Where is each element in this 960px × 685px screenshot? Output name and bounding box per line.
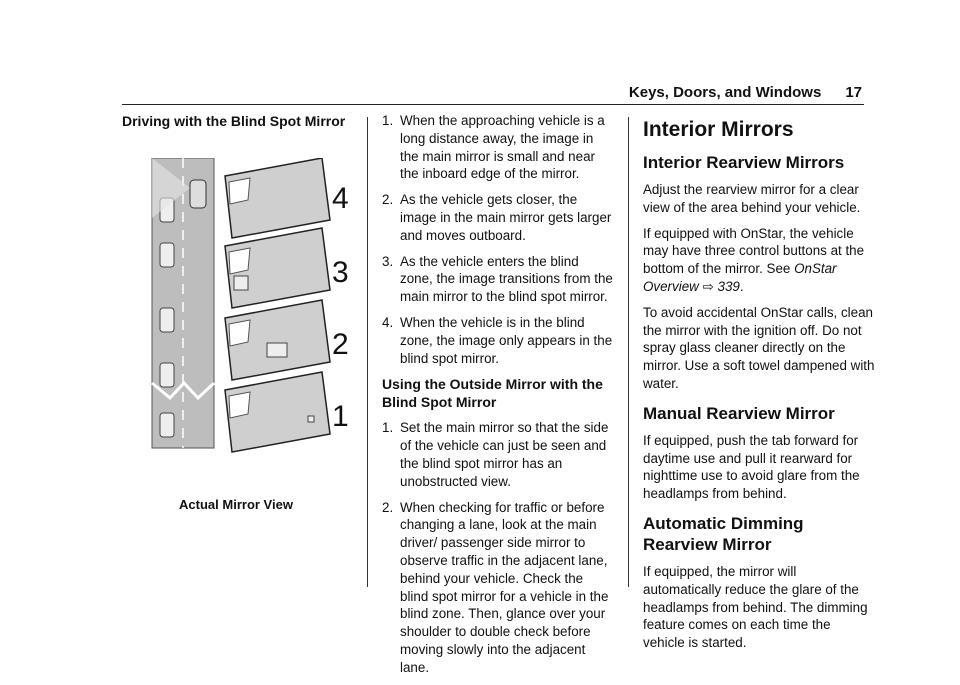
mirror-number-2: 2	[332, 328, 349, 361]
figure-caption: Actual Mirror View	[179, 497, 293, 512]
mirror-illustration	[122, 158, 350, 468]
running-header	[629, 84, 862, 101]
mirror-view-diagram	[122, 158, 350, 468]
column-2	[382, 112, 614, 685]
paragraph: If equipped, push the tab forward for daytime use and pull it rearward for nighttime use to avoid glare from the headlamps from behind.	[643, 432, 860, 502]
column-divider-1	[367, 117, 368, 587]
interior-rearview-heading: Interior Rearview Mirrors	[643, 153, 845, 172]
paragraph: If equipped, the mirror will automatically reduce the glare of the headlamps from behind. The dimming feature comes on each time the vehicle is started.	[643, 563, 868, 651]
mirror-steps-list	[382, 112, 614, 367]
paragraph: To avoid accidental OnStar calls, clean the mirror with the ignition off. Do not spray glass cleaner directly on the mirror. Use a soft towel dampened with water.	[643, 304, 875, 391]
mirror-number-3: 3	[332, 256, 349, 289]
column-divider-2	[628, 117, 629, 587]
list-item: 1. Set the main mirror so that the side of the vehicle can just be seen and the blind spot mirror has an unobstructed view.	[382, 420, 609, 489]
list-item: 3. As the vehicle enters the blind zone, the image transitions from the main mirror to the blind spot mirror.	[382, 253, 613, 305]
onstar-overview-link[interactable]: OnStar Overview	[643, 261, 837, 294]
list-item: 2. As the vehicle gets closer, the image in the main mirror gets larger and moves outboard.	[382, 192, 612, 243]
manual-mirror-heading: Manual Rearview Mirror	[643, 403, 835, 423]
section-heading: Interior Mirrors	[643, 118, 794, 141]
auto-dimming-heading: Automatic Dimming Rearview Mirror	[643, 513, 804, 554]
usage-steps-list	[382, 419, 614, 676]
page-reference[interactable]: 339	[717, 278, 740, 294]
list-item: 2. When checking for traffic or before changing a lane, look at the main driver/ passenger side mirror to observe traffic in the adjacent lane, behind your vehicle. Check the blind spot mirror for a vehicle in the blind zone. Then, glance over your shoulder to double check before moving slowly into the adjacent lane.	[382, 499, 609, 675]
page-number: 17	[845, 84, 862, 101]
column-3	[643, 112, 875, 660]
list-item: 4. When the vehicle is in the blind zone, the image only appears in the blind spot mirror.	[382, 314, 613, 366]
outside-mirror-heading: Using the Outside Mirror with the Blind Spot Mirror	[382, 376, 603, 411]
page-arrow-icon: ⇨	[702, 278, 714, 294]
mirror-number-4: 4	[332, 182, 349, 215]
column-1	[122, 112, 350, 514]
section-title: Keys, Doors, and Windows	[628, 84, 822, 101]
paragraph: Adjust the rearview mirror for a clear view of the area behind your vehicle.	[643, 182, 861, 215]
mirror-number-1: 1	[332, 400, 349, 433]
onstar-paragraph: If equipped with OnStar, the vehicle may have three control buttons at the bottom of the mirror. See OnStar Overview ⇨ 339.	[643, 225, 865, 294]
header-rule	[122, 104, 864, 105]
list-item: 1. When the approaching vehicle is a long distance away, the image in the main mirror is small and near the inboard edge of the mirror.	[382, 113, 605, 182]
blind-spot-heading: Driving with the Blind Spot Mirror	[122, 113, 346, 129]
